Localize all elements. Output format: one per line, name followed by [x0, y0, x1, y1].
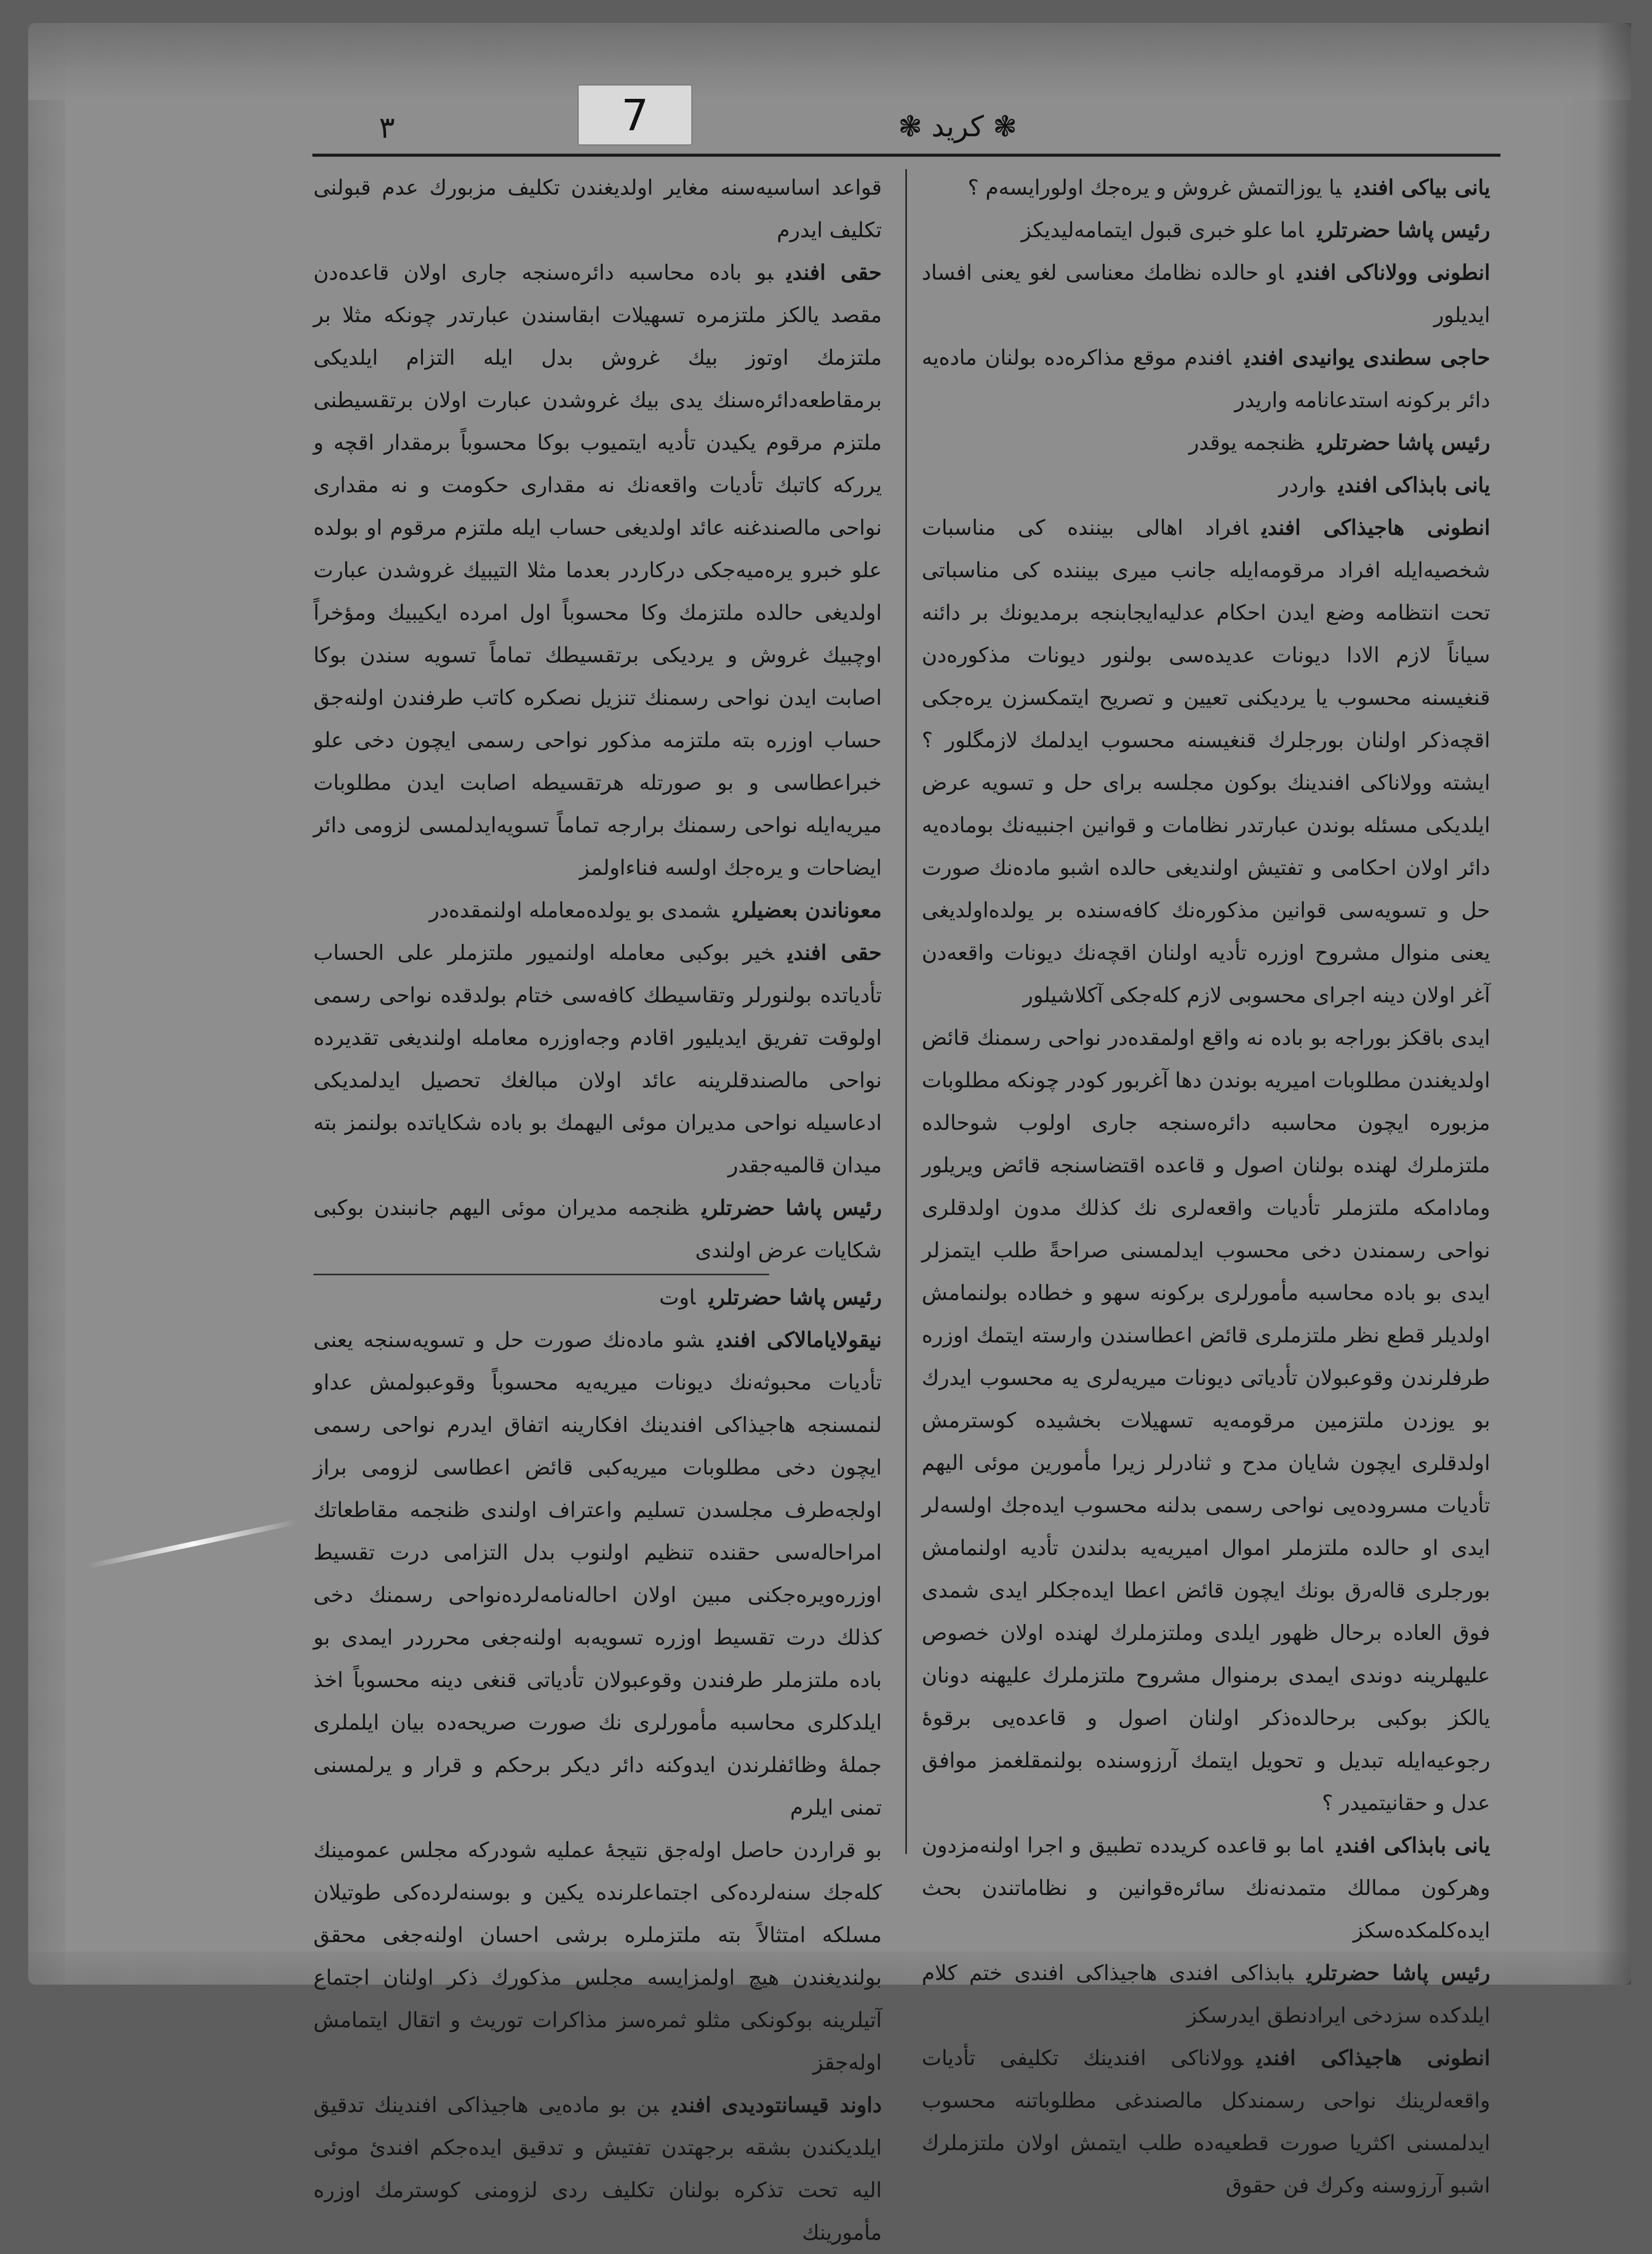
speaker-name: یانی بیاکی افندی — [1354, 175, 1490, 200]
paragraph — [313, 1319, 882, 1829]
speaker-name: یانی بابذاکی افندی — [1338, 473, 1490, 497]
speaker-name: رئیس پاشا حضرتلری — [1317, 430, 1490, 455]
page-number: ٣ — [379, 110, 395, 145]
paragraph-text: بابذاکی افندی هاجیذاکی افندی ختم کلام ایلدکدە سزدخی ایرادنطق ایدرسکز — [922, 1961, 1490, 2028]
speaker-name: انطونی هاجیذاکی افندی — [1257, 2046, 1490, 2070]
speaker-name: حاجی سطندی یوانیدی افندی — [1244, 345, 1490, 370]
paragraph-text: اوت — [659, 1285, 696, 1310]
section-rule — [313, 1274, 769, 1275]
paragraph — [313, 2084, 882, 2254]
speaker-name: انطونی وولاناکی افندی — [1297, 260, 1490, 285]
speaker-name: یانی بابذاکی افندی — [1336, 1833, 1490, 1858]
speaker-name: رئیس پاشا حضرتلری — [1317, 218, 1490, 242]
page-label-tab: 7 — [578, 85, 692, 145]
paragraph — [922, 464, 1490, 507]
paragraph-text: وولاناکی افندینك تکلیفی تأدیات واقعەلرینك نواحی رسمندکل مالصندغی مطلوباتنە محسوب ایدلمسنی اکثریا صورت قطعیەدە طلب ایتمش اولان ملتزملرك اشبو آرزوسنە وکرك فن حقوق — [922, 2046, 1490, 2198]
paragraph-text: افراد اهالی بیننده کی مناسبات شخصیەایلە افراد مرقومەایلە جانب میری بیننده کی مناسباتی تحت انتظامە وضع ایدن احکام عدلیەایجابنجە برمدیونك بر دائنە سیاناً لازم الادا دیونات عدیدەسی بولنور دیونات مذکورەدن قنغیسنە محسوب یا یردیکنی تعیین و تصریح ایتمکسزن یرەجکی اقچەذکر اولنان بورجلرك قنغیسنە محسوب ایدلمك لازمگلور ؟ ایشتە وولاناکی افندینك بوکون مجلسە برای حل و تسویە عرض ایلدیکی مسئلە بوندن عبارتدر نظامات و قوانین اجنبیەنك بومادەیە دائر اولان احکامی و تفتیش اولندیغی حالدە اشبو مادەنك صورت حل و تسویەسی قوانین مذکورەنك کافەسندە بر یولدەاولدیغی یعنی منوال مشروح اوزرە تأدیە اولنان اقچەنك دیونات واقعەدن آغر اولان دینە اجرای محسوبی لازم کلەجکی آکلاشیلور — [922, 515, 1490, 1007]
paragraph — [313, 889, 882, 932]
paragraph-text: او حالدە نظامك معناسی لغو یعنی افساد ایدیلور — [922, 260, 1490, 327]
speaker-name: حقی افندی — [788, 940, 882, 965]
paragraph-text: افندم موقع مذاکرەدە بولنان مادەیە دائر برکونە استدعانامە واریدر — [922, 345, 1490, 412]
paragraph — [922, 209, 1490, 251]
paragraph-text: یا یوزالتمش غروش و یرەجك اولورایسەم ؟ — [967, 175, 1342, 200]
paragraph-text: قواعد اساسیەسنە مغایر اولدیغندن تکلیف مزبورك عدم قبولنی تکلیف ایدرم — [313, 175, 882, 242]
paragraph-text: ظنجمە مدیران موئی الیهم جانبندن بوکبی شکایات عرض اولندی — [313, 1195, 882, 1262]
page-edge-shadow — [1595, 23, 1631, 1985]
paragraph-text: بن بو مادەیی هاجیذاکی افندینك تدقیق ایلدیکندن بشقە برجهتدن تفتیش و تدقیق ایدەجکم افندیٔ موئی الیە تحت تذکرە بولنان تکلیف ردی لزومنی کوسترمك اوزرە مأمورینك — [313, 2093, 882, 2245]
paragraph-text: بو بادە محاسبە دائرەسنجە جاری اولان قاعدەدن مقصد یالکز ملتزمرە تسهیلات ابقاسندن عبارتدر چونکە مثلا بر ملتزمك اوتوز بیك غروش بدل ایلە التزام ایلدیکی برمقاطعەدائرەسنك یدی بیك غروشدن عبارت اولان برتقسیطنی ملتزم مرقوم یکیدن تأدیە ایتمیوب بوکا محسوباً برمقدار اقچە و یررکە کاتبك تأدیات واقعەنك نه مقداری حکومت و نه مقداری نواحی مالصندغنە عائد اولدیغی حساب ایلە ملتزم مرقوم او بولدە علو خبرو یرەمیەجکی درکاردر بعدما مثلا التیبیك غروشدن عبارت اولدیغی حالدە ملتزمك وکا محسوباً اول امردە ایکیبیك ومؤخراً اوچبیك غروش و یردیکی برتقسیطك تماماً تسویە سندن بوکا اصابت ایدن نواحی رسمنك تنزیل نصکرە کاتب طرفندن اولنەجق حساب اوزرە بتە ملتزمە مذکور نواحی رسمی ایچون دخی علو خبراعطاسی و بو صورتلە هرتقسیطە اصابت ایدن مطلوبات میریەایلە نواحی رسمنك برارجە تماماً تسویەایدلمسی لزومی دائر ایضاحات و یرەجك اولسە فناءاولمز — [313, 260, 882, 880]
speaker-name: حقی افندی — [787, 260, 882, 285]
paragraph-text: واردر — [1279, 473, 1325, 497]
paragraph-text: اما بو قاعدە کریددە تطبیق و اجرا اولنەمزدون وهرکون ممالك متمدنەنك سائرەقوانین و نظاماتندن بحث ایدەکلمکدەسکز — [922, 1833, 1490, 1943]
paragraph — [922, 422, 1490, 464]
paragraph-text: شمدی بو یولدەمعاملە اولنمقدەدر — [429, 898, 720, 922]
paragraph-text: ظنجمە یوقدر — [1189, 430, 1304, 455]
right-column — [922, 166, 1490, 2198]
page-header — [312, 110, 1500, 156]
paragraph — [922, 1824, 1490, 1952]
column-divider — [905, 169, 907, 1854]
paragraph — [922, 1952, 1490, 2037]
paragraph — [313, 1276, 882, 1319]
paragraph — [313, 1829, 882, 2084]
paragraph-text: بو قراردن حاصل اولەجق نتیجۀ عملیە شودرکە مجلس عمومینك کلەجك سنەلردەکی اجتماعلرندە یکین و بوسنەلردەکی طوتیلان مسلکە امتثالاً بتە ملتزملرە برشی احسان اولنەجغی محقق بولندیغندن هیچ اولمزایسە مجلس مذکورك ذکر اولنان اجتماع آتیلرینە بوکونکی مثلو ثمرەسز مذاکرات توریث و اتقال ایتمامش اولەجقز — [313, 1838, 882, 2075]
paragraph — [313, 932, 882, 1187]
speaker-name: انطونی هاجیذاکی افندی — [1261, 515, 1490, 540]
header-rule — [312, 154, 1500, 157]
paragraph — [922, 336, 1490, 422]
paragraph-text: ایدی باقکز بوراجە بو بادە نه واقع اولمقدەدر نواحی رسمنك قائض اولدیغندن مطلوبات امیریە بوندن دها آغربور کودر چونکە مطلوبات مزبورە ایچون محاسبە دائرەسنجە جاری اولوب شوحالدە ملتزملرك لهندە بولنان اصول و قاعدە اقتضاسنجە قائض ویریلور ومادامکە ملتزملر تأدیات واقعەلری نك کذلك مدون اولدقلری نواحی رسمندن دخی محسوب ایدلمسنی صراحةً طلب ایتمزلر ایدی بو بادە محاسبە مأمورلری برکونە سهو و خطادە بولنمامش اولدیلر قطع نظر ملتزملری قائض اعطاسندن وارستە ایتمك اوزرە طرفلرندن وقوعبولان تأدیاتی دیونات میریەلری یە محسوب ایدرك بو یوزدن ملتزمین مرقومەیە تسهیلات بخشیدە کوسترمش اولدقلری ایچون شایان مدح و ثنادرلر زیرا مأمورین موئی الیهم تأدیات مسرودەیی نواحی رسمی بدلنە محسوب ایدەجك اولسەلر ایدی او حالدە ملتزملر اموال امیریەیە بدلندن تأدیە اولنمامش بورجلری قالەرق بونك ایچون قائض اعطا ایدەجکلر ایدی شمدی فوق العادە برحال ظهور ایلدی وملتزملرك لهندە اولان خصوص علیهلرینە دوندی ایمدی برمنوال مشروح ملتزملرك علیهنە دونان یالکز بوکبی برحالدەذکر اولنان اصول و قاعدەیی برقوهٔ رجوعیەایلە تبدیل و تحویل ایتمك آرزوسندە بولنمقلغمز موافق عدل و حقانیتمیدر ؟ — [922, 1025, 1490, 1815]
left-column — [313, 166, 882, 2245]
paragraph — [922, 166, 1490, 209]
paragraph — [922, 507, 1490, 1017]
speaker-name: رئیس پاشا حضرتلری — [709, 1285, 882, 1310]
paragraph-text: اما علو خبری قبول ایتمامەلیدیکز — [1021, 218, 1304, 242]
speaker-name: رئیس پاشا حضرتلری — [1306, 1961, 1490, 1985]
paragraph-text: شو مادەنك صورت حل و تسویەسنجە یعنی تأدیات محبوثەنك دیونات میریەیە محسوباً وقوعبولمش عداو لنمسنجە هاجیذاکی افندینك افکارینە اتفاق ایدرم نواحی رسمی ایچون دخی مطلوبات میریەکبی قائض اعطاسی لزومی براز اولجەطرف مجلسدن تسلیم واعتراف اولندی ظنجمە مقاطعاتك امراحالەسی حقندە تنظیم اولنوب بدل التزامی درت تقسیط اوزرەویرەجکنی مبین اولان احالەنامەلردەنواحی رسمنك دخی کذلك درت تقسیط اوزرە تسویەبه اولنەجغی محرردر ایمدی بو بادە ملتزملر طرفندن وقوعبولان تأدیاتی قنغی دینە محسوباً اخذ ایلدکلری محاسبە مأمورلری نك صورت صریحەدە بیان ایلملری جملۀ وظائفلرندن ایدوکنە دائر دیکر برحکم و قرار و یرلمسنی تمنی ایلرم — [313, 1328, 882, 1820]
speaker-name: نیقولایامالاکی افندی — [717, 1328, 882, 1352]
paragraph — [922, 2037, 1490, 2207]
paragraph — [922, 251, 1490, 336]
speaker-name: رئیس پاشا حضرتلری — [702, 1195, 882, 1220]
paragraph — [313, 251, 882, 889]
torn-top-edge — [28, 23, 1631, 100]
paragraph-text: خیر بوکبی معاملە اولنمیور ملتزملر علی الحساب تأدیاتدە بولنورلر وتقاسیطك کافەسی ختام بولدقدە نواحی رسمی اولوقت تفریق ایدیلیور اقادم وجەاوزرە معاملە اولندیغی تقدیردە نواحی مالصندقلرینە عائد اولان مبالغك تحصیل ایدلمدیکی ادعاسیلە نواحی مدیران موئی الیهمك بو بادە شکایاتدە بولنمز بتە میدان قالمیەجقدر — [313, 940, 882, 1177]
running-title: ❃ کرید ❃ — [898, 110, 1017, 143]
speaker-name: معوناندن بعضیلری — [733, 898, 882, 922]
speaker-name: داوند قیسانتودیدی افندی — [672, 2093, 882, 2117]
paragraph — [313, 1187, 882, 1272]
paragraph — [313, 166, 882, 251]
paragraph — [922, 1017, 1490, 1824]
